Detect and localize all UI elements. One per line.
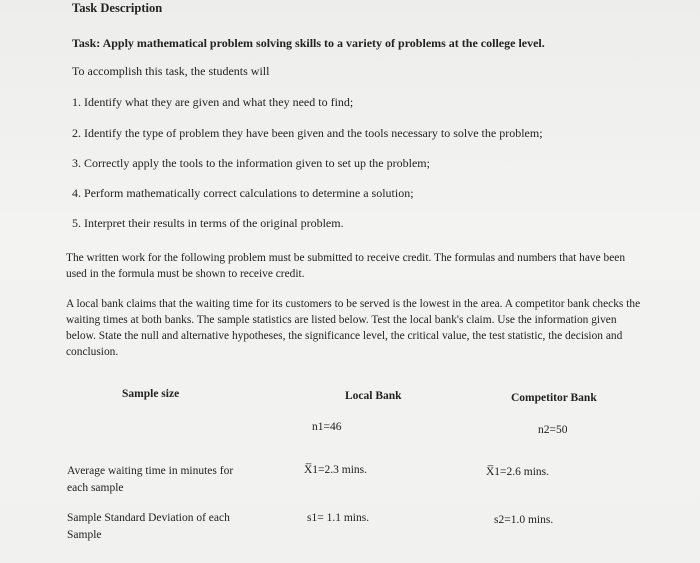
header-competitor-bank: Competitor Bank bbox=[511, 392, 597, 404]
row-label-std-dev: Sample Standard Deviation of each Sample bbox=[67, 512, 230, 541]
step-4: 4. Perform mathematically correct calculations to determine a solution; bbox=[72, 186, 414, 200]
competitor-sample-size: n2=50 bbox=[538, 424, 568, 436]
header-sample-size: Sample size bbox=[122, 388, 180, 400]
submission-note: The written work for the following problem must be submitted to receive credit. The formulas and numbers that have been used in the formula must be shown to receive credit. bbox=[66, 252, 626, 280]
step-1: 1. Identify what they are given and what they need to find; bbox=[72, 95, 354, 109]
competitor-std-dev: s2=1.0 mins. bbox=[494, 514, 554, 526]
local-sample-size: n1=46 bbox=[312, 421, 342, 433]
step-5: 5. Interpret their results in terms of the original problem. bbox=[72, 216, 344, 230]
step-3: 3. Correctly apply the tools to the information given to set up the problem; bbox=[72, 156, 430, 170]
header-local-bank: Local Bank bbox=[345, 390, 402, 402]
intro-text: To accomplish this task, the students will bbox=[72, 64, 270, 78]
step-2: 2. Identify the type of problem they have been given and the tools necessary to solve the problem; bbox=[72, 126, 543, 140]
competitor-average: X̅1=2.6 mins. bbox=[486, 466, 550, 478]
problem-statement: A local bank claims that the waiting time for its customers to be served is the lowest in the area. A competitor bank checks the waiting times at both banks. The sample statistics are listed below. Test the local bank's claim. Use the information given below. State the null and alternative hypotheses, the significance level, the critical value, the test statistic, the decision and conclusion. bbox=[66, 298, 641, 358]
document-heading: Task Description bbox=[72, 1, 163, 15]
local-average: X̅1=2.3 mins. bbox=[304, 464, 368, 476]
row-label-average: Average waiting time in minutes for each sample bbox=[67, 465, 234, 494]
local-std-dev: s1= 1.1 mins. bbox=[307, 512, 370, 524]
task-statement: Task: Apply mathematical problem solving skills to a variety of problems at the college level. bbox=[72, 36, 545, 50]
